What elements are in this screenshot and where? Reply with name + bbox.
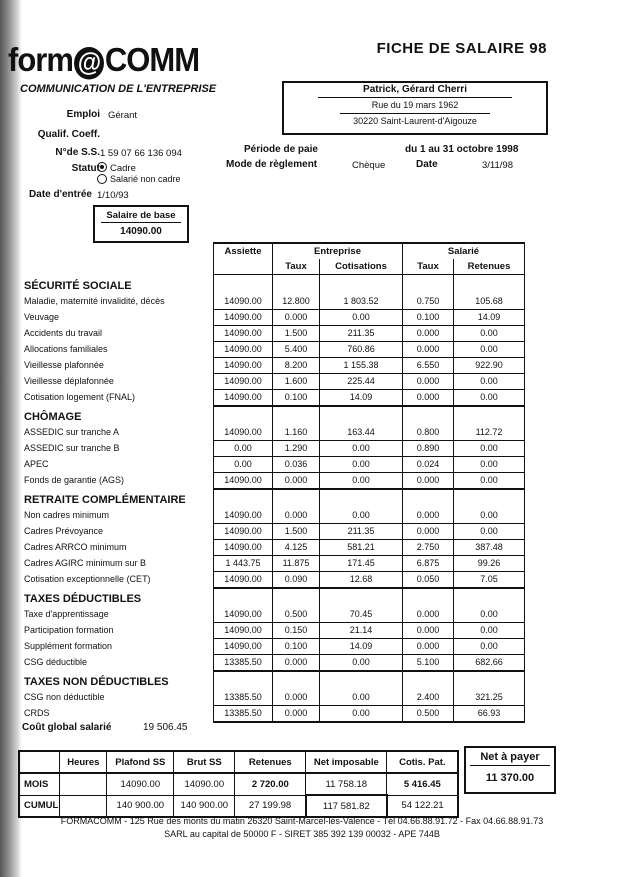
row-cell: 0.00 [454,373,525,389]
net-a-payer-value: 11 370.00 [485,772,535,784]
header-salarie: Salarié [403,243,525,259]
row-cell: 0.00 [214,456,273,472]
table-row [18,555,525,571]
summary-row-cumul: CUMUL 140 900.00 140 900.00 27 199.98 117 581.82 54 122.21 [19,795,458,817]
row-cell: 0.000 [273,654,320,671]
employee-city: 30220 Saint-Laurent-d'Aigouze [353,116,477,126]
summary-header-net-imposable: Net imposable [306,751,387,773]
row-cell: 0.000 [273,690,320,706]
table-row [18,357,525,373]
row-label: Vieillesse plafonnée [24,359,104,370]
row-cell: 0.050 [403,571,454,588]
table-row [18,508,525,524]
row-cell: 14090.00 [214,309,273,325]
row-cell: 13385.50 [214,690,273,706]
periode-value: du 1 au 31 octobre 1998 [405,144,519,155]
row-cell: 0.000 [403,523,454,539]
table-row [18,571,525,588]
summary-header-retenues: Retenues [235,751,306,773]
row-cell: 682.66 [454,654,525,671]
row-cell: 1.290 [273,440,320,456]
row-cell: 21.14 [320,622,403,638]
header-taux-entreprise: Taux [273,259,320,275]
table-row [18,309,525,325]
salaire-base-label: Salaire de base [101,210,181,223]
summary-header-row [19,751,458,773]
table-row [18,440,525,456]
row-label: Veuvage [24,311,60,322]
summary-table [18,750,459,818]
row-label: Accidents du travail [24,327,103,338]
employee-address-box [282,81,548,135]
row-cell: 0.750 [403,294,454,310]
row-cell: 14.09 [320,638,403,654]
cout-global-label: Coût global salarié [22,722,112,733]
row-label: Participation formation [24,624,114,635]
statut-option-non-cadre: Salarié non cadre [97,174,181,185]
section-title: RETRAITE COMPLÉMENTAIRE [24,493,186,506]
header-assiette: Assiette [214,243,273,259]
row-cell: 1 155.38 [320,357,403,373]
row-cell: 14090.00 [214,325,273,341]
row-cell: 922.90 [454,357,525,373]
row-cell: 1 803.52 [320,294,403,310]
row-label: Cadres ARRCO minimum [24,541,127,552]
row-cell: 14090.00 [214,357,273,373]
row-cell: 2.750 [403,539,454,555]
row-cell: 0.000 [403,638,454,654]
row-cell: 0.036 [273,456,320,472]
salaire-base-box [93,205,189,243]
row-cell: 0.00 [454,622,525,638]
row-label: APEC [24,458,49,469]
row-cell: 0.100 [273,638,320,654]
payroll-table [18,242,525,723]
periode-label: Période de paie [244,144,318,155]
ss-value: 1 59 07 66 136 094 [100,148,182,159]
summary-header-plafond: Plafond SS [107,751,174,773]
row-cell: 0.00 [320,440,403,456]
row-cell: 0.000 [403,389,454,406]
summary-row-mois: MOIS 14090.00 14090.00 2 720.00 11 758.18 5 416.45 [19,773,458,795]
row-cell: 0.500 [403,705,454,722]
row-cell: 5.400 [273,341,320,357]
emploi-label: Emploi [66,109,100,120]
row-cell: 0.024 [403,456,454,472]
statut-label: Statut [71,163,100,174]
table-row [18,325,525,341]
footer-legal: SARL au capital de 50000 F - SIRET 385 392 139 00032 - APE 744B [164,829,440,839]
row-cell: 321.25 [454,690,525,706]
section-header-row [18,275,525,294]
row-label: ASSEDIC sur tranche A [24,426,120,437]
cout-global-value: 19 506.45 [143,722,188,733]
net-a-payer-label: Net à payer [470,751,550,766]
table-row [18,622,525,638]
row-cell: 12.800 [273,294,320,310]
row-cell: 7.05 [454,571,525,588]
date-label: Date [416,159,438,170]
row-cell: 105.68 [454,294,525,310]
row-cell: 163.44 [320,425,403,441]
row-label: Cotisation exceptionnelle (CET) [24,573,151,584]
row-cell: 0.00 [320,654,403,671]
row-cell: 225.44 [320,373,403,389]
footer [22,815,582,841]
date-value: 3/11/98 [482,160,513,171]
row-label: Cadres AGIRC minimum sur B [24,557,147,568]
row-cell: 14090.00 [214,638,273,654]
row-cell: 14.09 [320,389,403,406]
row-cell: 0.00 [320,705,403,722]
row-cell: 760.86 [320,341,403,357]
row-cell: 1.500 [273,523,320,539]
row-cell: 11.875 [273,555,320,571]
section-header-row [18,671,525,690]
row-cell: 14090.00 [214,622,273,638]
row-cell: 0.500 [273,607,320,623]
row-cell: 70.45 [320,607,403,623]
table-row [18,294,525,310]
table-row [18,638,525,654]
row-label: Cadres Prévoyance [24,525,104,536]
summary-header-cotis-pat: Cotis. Pat. [387,751,459,773]
row-cell: 0.00 [320,456,403,472]
row-cell: 0.00 [320,690,403,706]
row-cell: 13385.50 [214,654,273,671]
row-cell: 0.000 [403,325,454,341]
row-cell: 6.550 [403,357,454,373]
row-label: Fonds de garantie (AGS) [24,474,125,485]
summary-header-heures: Heures [60,751,107,773]
row-cell: 5.100 [403,654,454,671]
row-cell: 14090.00 [214,508,273,524]
table-row [18,373,525,389]
cumul-net-imposable: 117 581.82 [306,795,387,817]
row-cell: 14090.00 [214,294,273,310]
row-label: Cotisation logement (FNAL) [24,391,136,402]
row-cell: 0.000 [273,472,320,489]
row-cell: 0.00 [454,341,525,357]
table-row [18,341,525,357]
section-header-row [18,588,525,607]
row-cell: 0.00 [214,440,273,456]
table-row [18,705,525,722]
radio-selected-icon [97,162,107,172]
section-header-row [18,489,525,508]
row-cell: 112.72 [454,425,525,441]
row-cell: 0.00 [454,325,525,341]
salaire-base-value: 14090.00 [120,226,162,237]
summary-header-brut: Brut SS [174,751,235,773]
document-title: FICHE DE SALAIRE 98 [376,40,547,57]
net-a-payer-box [464,746,556,794]
section-title: TAXES NON DÉDUCTIBLES [24,675,169,688]
row-cell: 0.00 [320,309,403,325]
row-cell: 0.00 [454,508,525,524]
table-row [18,607,525,623]
ss-label: N°de S.S. [55,147,100,158]
row-cell: 581.21 [320,539,403,555]
row-cell: 211.35 [320,325,403,341]
table-row [18,425,525,441]
row-label: Taxe d'apprentissage [24,608,109,619]
row-cell: 14090.00 [214,389,273,406]
row-cell: 12.68 [320,571,403,588]
row-cell: 2.400 [403,690,454,706]
row-cell: 0.00 [454,638,525,654]
footer-address: FORMACOMM - 125 Rue des monts du matin 26320 Saint-Marcel-lès-Valence - Tél 04.66.88.91.72 - Fax 04.66.88.91.73 [60,816,544,826]
row-label: CSG déductible [24,656,88,667]
row-label: Allocations familiales [24,343,108,354]
row-cell: 0.000 [403,607,454,623]
row-cell: 387.48 [454,539,525,555]
row-cell: 14090.00 [214,523,273,539]
table-row [18,654,525,671]
row-cell: 14090.00 [214,472,273,489]
radio-empty-icon [97,174,107,184]
table-row [18,523,525,539]
row-cell: 99.26 [454,555,525,571]
entree-label: Date d'entrée [29,189,92,200]
row-cell: 0.00 [320,472,403,489]
row-label: CSG non déductible [24,691,105,702]
row-cell: 0.150 [273,622,320,638]
row-cell: 4.125 [273,539,320,555]
row-cell: 1.160 [273,425,320,441]
row-cell: 0.000 [273,508,320,524]
row-cell: 14.09 [454,309,525,325]
mode-label: Mode de règlement [226,159,318,170]
section-header-row [18,406,525,425]
row-cell: 66.93 [454,705,525,722]
table-subheader-row [18,259,525,275]
header-entreprise: Entreprise [273,243,403,259]
table-row [18,690,525,706]
row-cell: 0.890 [403,440,454,456]
row-cell: 0.800 [403,425,454,441]
row-cell: 14090.00 [214,571,273,588]
row-label: Vieillesse déplafonnée [24,375,114,386]
row-cell: 0.100 [273,389,320,406]
row-label: Non cadres minimum [24,509,110,520]
row-cell: 14090.00 [214,341,273,357]
row-cell: 0.000 [403,622,454,638]
table-row [18,472,525,489]
table-row [18,456,525,472]
row-cell: 8.200 [273,357,320,373]
row-cell: 0.090 [273,571,320,588]
row-cell: 171.45 [320,555,403,571]
header-cotisations: Cotisations [320,259,403,275]
row-cell: 0.00 [454,389,525,406]
row-cell: 0.00 [454,440,525,456]
row-cell: 1 443.75 [214,555,273,571]
row-label: Maladie, maternité invalidité, décès [24,295,165,306]
row-cell: 0.000 [273,309,320,325]
row-cell: 1.500 [273,325,320,341]
row-cell: 0.00 [454,472,525,489]
section-title: TAXES DÉDUCTIBLES [24,592,142,605]
table-row [18,539,525,555]
employee-name: Patrick, Gérard Cherri [318,83,512,98]
row-cell: 0.000 [273,705,320,722]
row-cell: 0.000 [403,341,454,357]
header-retenues: Retenues [454,259,525,275]
entree-value: 1/10/93 [97,190,129,201]
table-row [18,389,525,406]
row-cell: 0.000 [403,373,454,389]
row-cell: 0.000 [403,472,454,489]
row-label: Supplément formation [24,640,113,651]
row-cell: 14090.00 [214,607,273,623]
row-cell: 0.00 [454,456,525,472]
section-title: CHÔMAGE [24,410,82,423]
emploi-value: Gérant [108,110,138,121]
row-cell: 0.00 [454,523,525,539]
company-tagline: COMMUNICATION DE L'ENTREPRISE [20,83,217,95]
table-header-row [18,243,525,259]
row-cell: 0.00 [320,508,403,524]
row-cell: 14090.00 [214,373,273,389]
row-cell: 14090.00 [214,425,273,441]
row-cell: 1.600 [273,373,320,389]
row-cell: 0.100 [403,309,454,325]
header-taux-salarie: Taux [403,259,454,275]
row-cell: 0.000 [403,508,454,524]
mode-value: Chèque [352,160,386,171]
employee-street: Rue du 19 mars 1962 [340,98,490,114]
statut-option-cadre: Cadre [97,163,136,174]
row-cell: 211.35 [320,523,403,539]
row-cell: 14090.00 [214,539,273,555]
row-cell: 13385.50 [214,705,273,722]
qualif-label: Qualif. Coeff. [37,129,100,140]
row-label: ASSEDIC sur tranche B [24,442,120,453]
row-cell: 0.00 [454,607,525,623]
section-title: SÉCURITÉ SOCIALE [24,279,132,292]
company-logo: form @ COMM [8,40,200,79]
row-cell: 6.875 [403,555,454,571]
row-label: CRDS [24,707,50,718]
